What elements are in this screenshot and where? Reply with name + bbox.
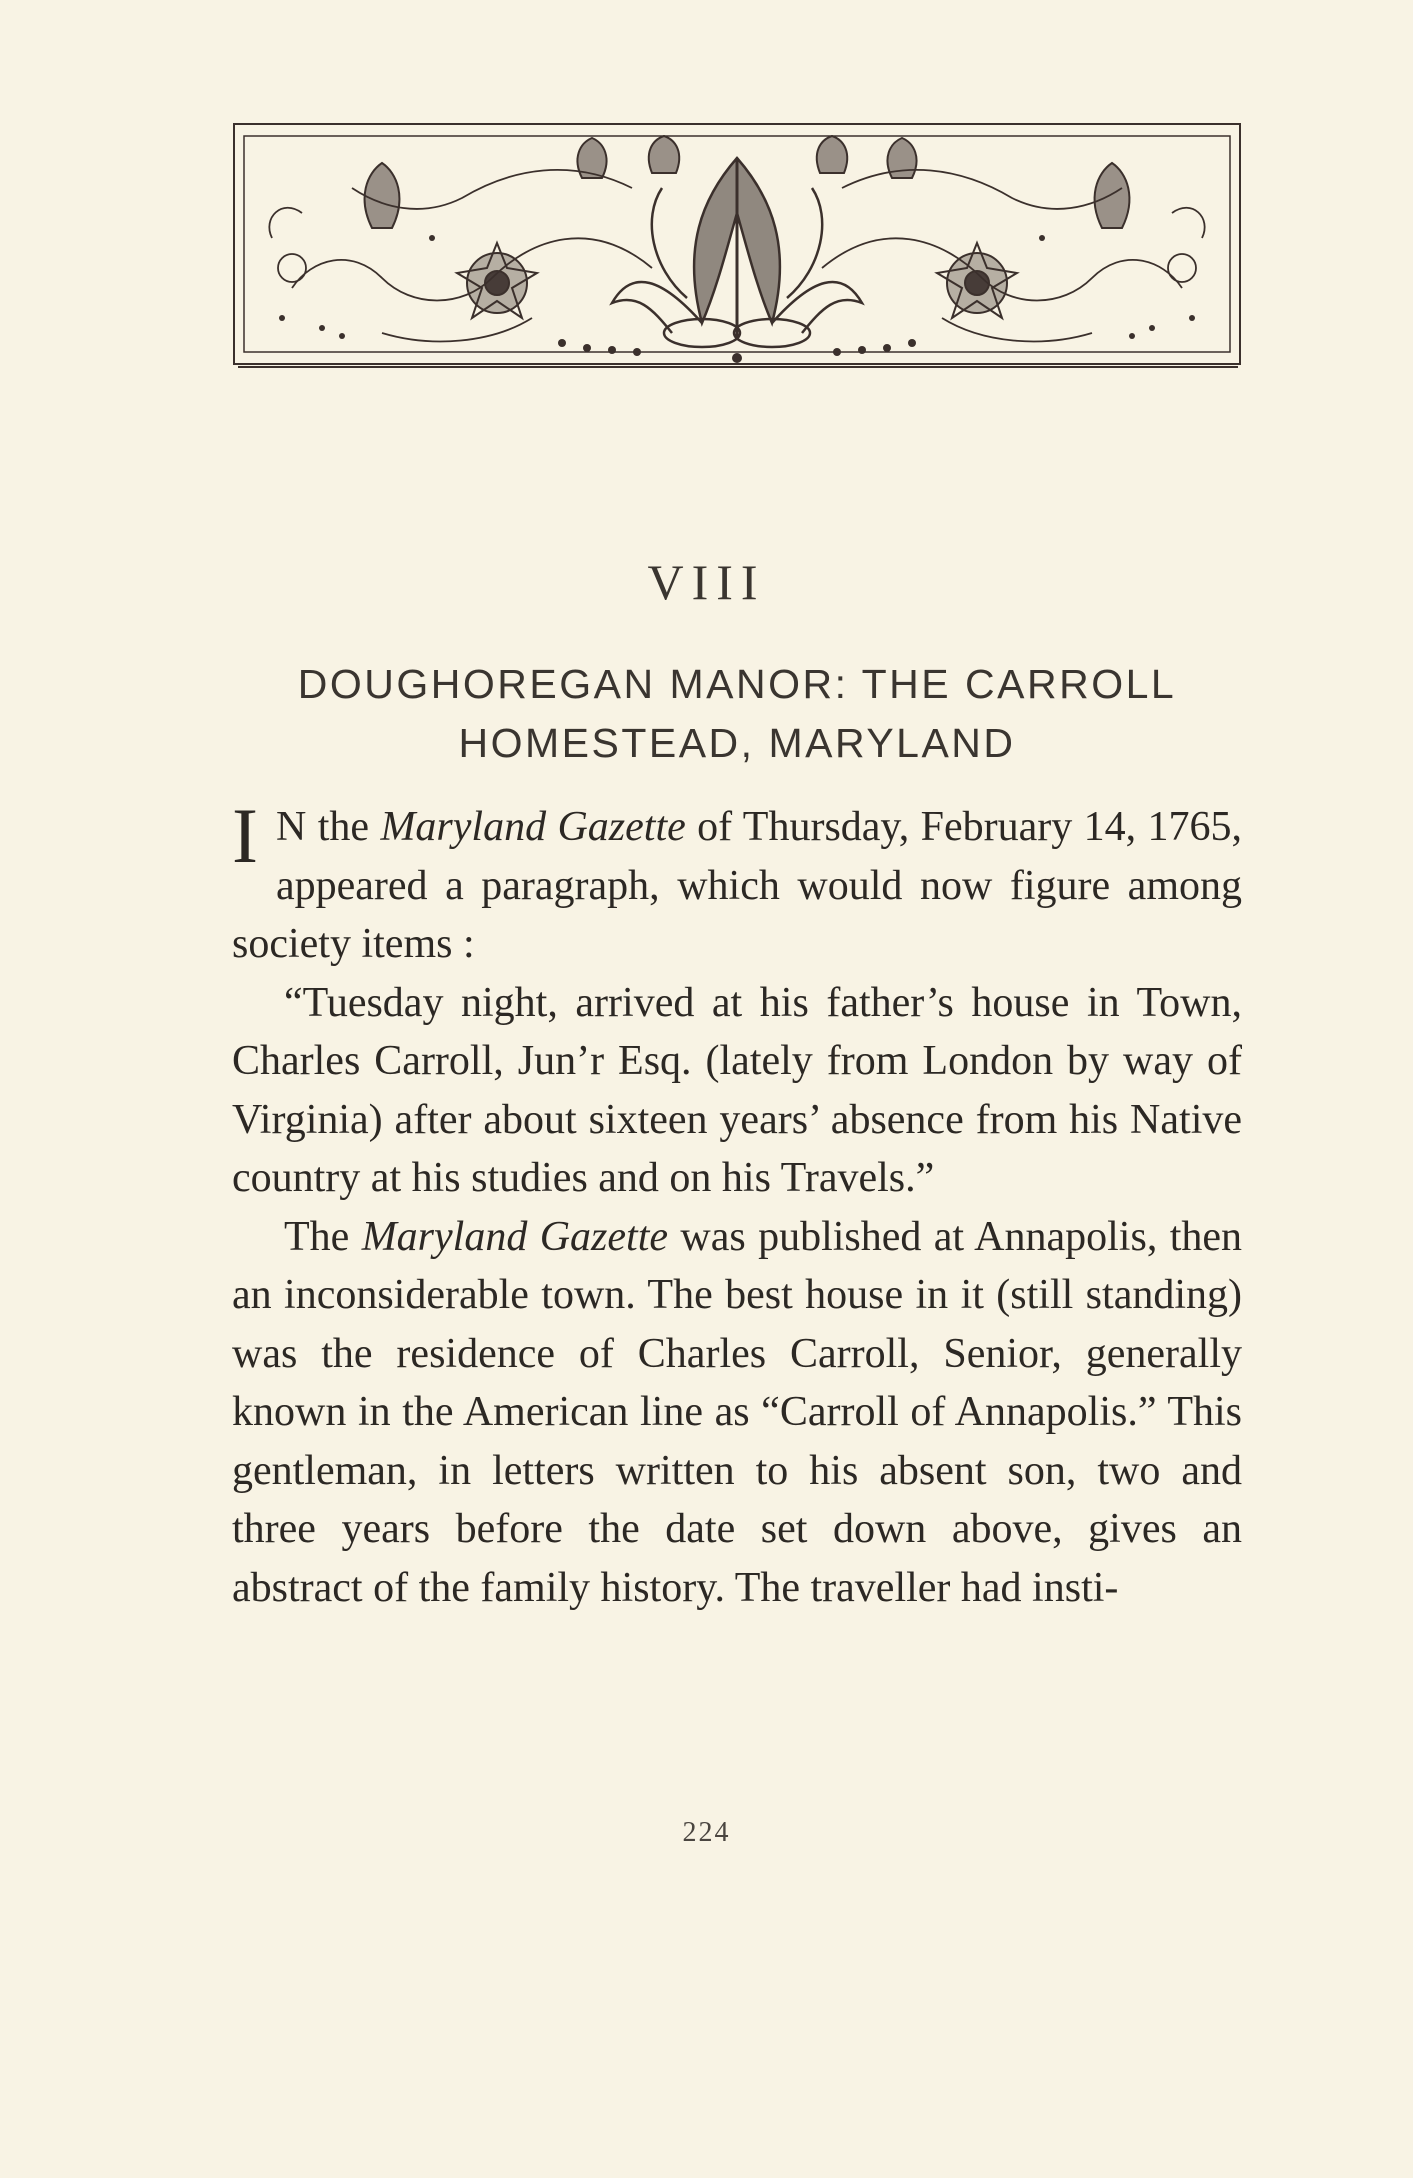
page-number: 224 bbox=[682, 1817, 731, 1848]
chapter-title-line-2: HOMESTEAD, MARYLAND bbox=[458, 720, 1016, 766]
body-text bbox=[232, 792, 1243, 1617]
paragraph-2-quotation: “Tuesday night, arrived at his father’s house in Town, Charles Carroll, Jun’r Esq. (lately from London by way of Virginia) after about sixteen years’ absence from his Native country at his studies and on his Travels.” bbox=[232, 979, 1242, 1201]
newspaper-title: Maryland Gazette bbox=[380, 804, 686, 850]
chapter-title-line-1: DOUGHOREGAN MANOR: THE CARROLL bbox=[297, 661, 1177, 707]
floral-headpiece-ornament bbox=[232, 118, 1242, 370]
newspaper-title: Maryland Gazette bbox=[361, 1213, 669, 1260]
paragraph-1-rest: of Thursday, February 14, 1765, appeared a paragraph, which would now figure among society items : bbox=[232, 804, 1242, 967]
paragraph-3-lead: The bbox=[284, 1213, 362, 1260]
chapter-number: VIII bbox=[647, 554, 766, 610]
paragraph-1 bbox=[232, 792, 1242, 974]
drop-cap: I bbox=[232, 792, 258, 879]
paragraph-3-rest: was published at Annapolis, then an inconsiderable town. The best house in it (still standing) was the residence of Charles Carroll, Senior, generally known in the American line as “Carroll of Annapolis.” This gentleman, in letters written to his absent son, two and three years before the date set down above, gives an abstract of the family history. The traveller had insti- bbox=[232, 1213, 1243, 1611]
paragraph-3 bbox=[232, 1208, 1242, 1618]
ornament-svg bbox=[232, 118, 1242, 370]
chapter-title bbox=[232, 655, 1242, 773]
paragraph-1-lead: N the bbox=[275, 804, 370, 850]
